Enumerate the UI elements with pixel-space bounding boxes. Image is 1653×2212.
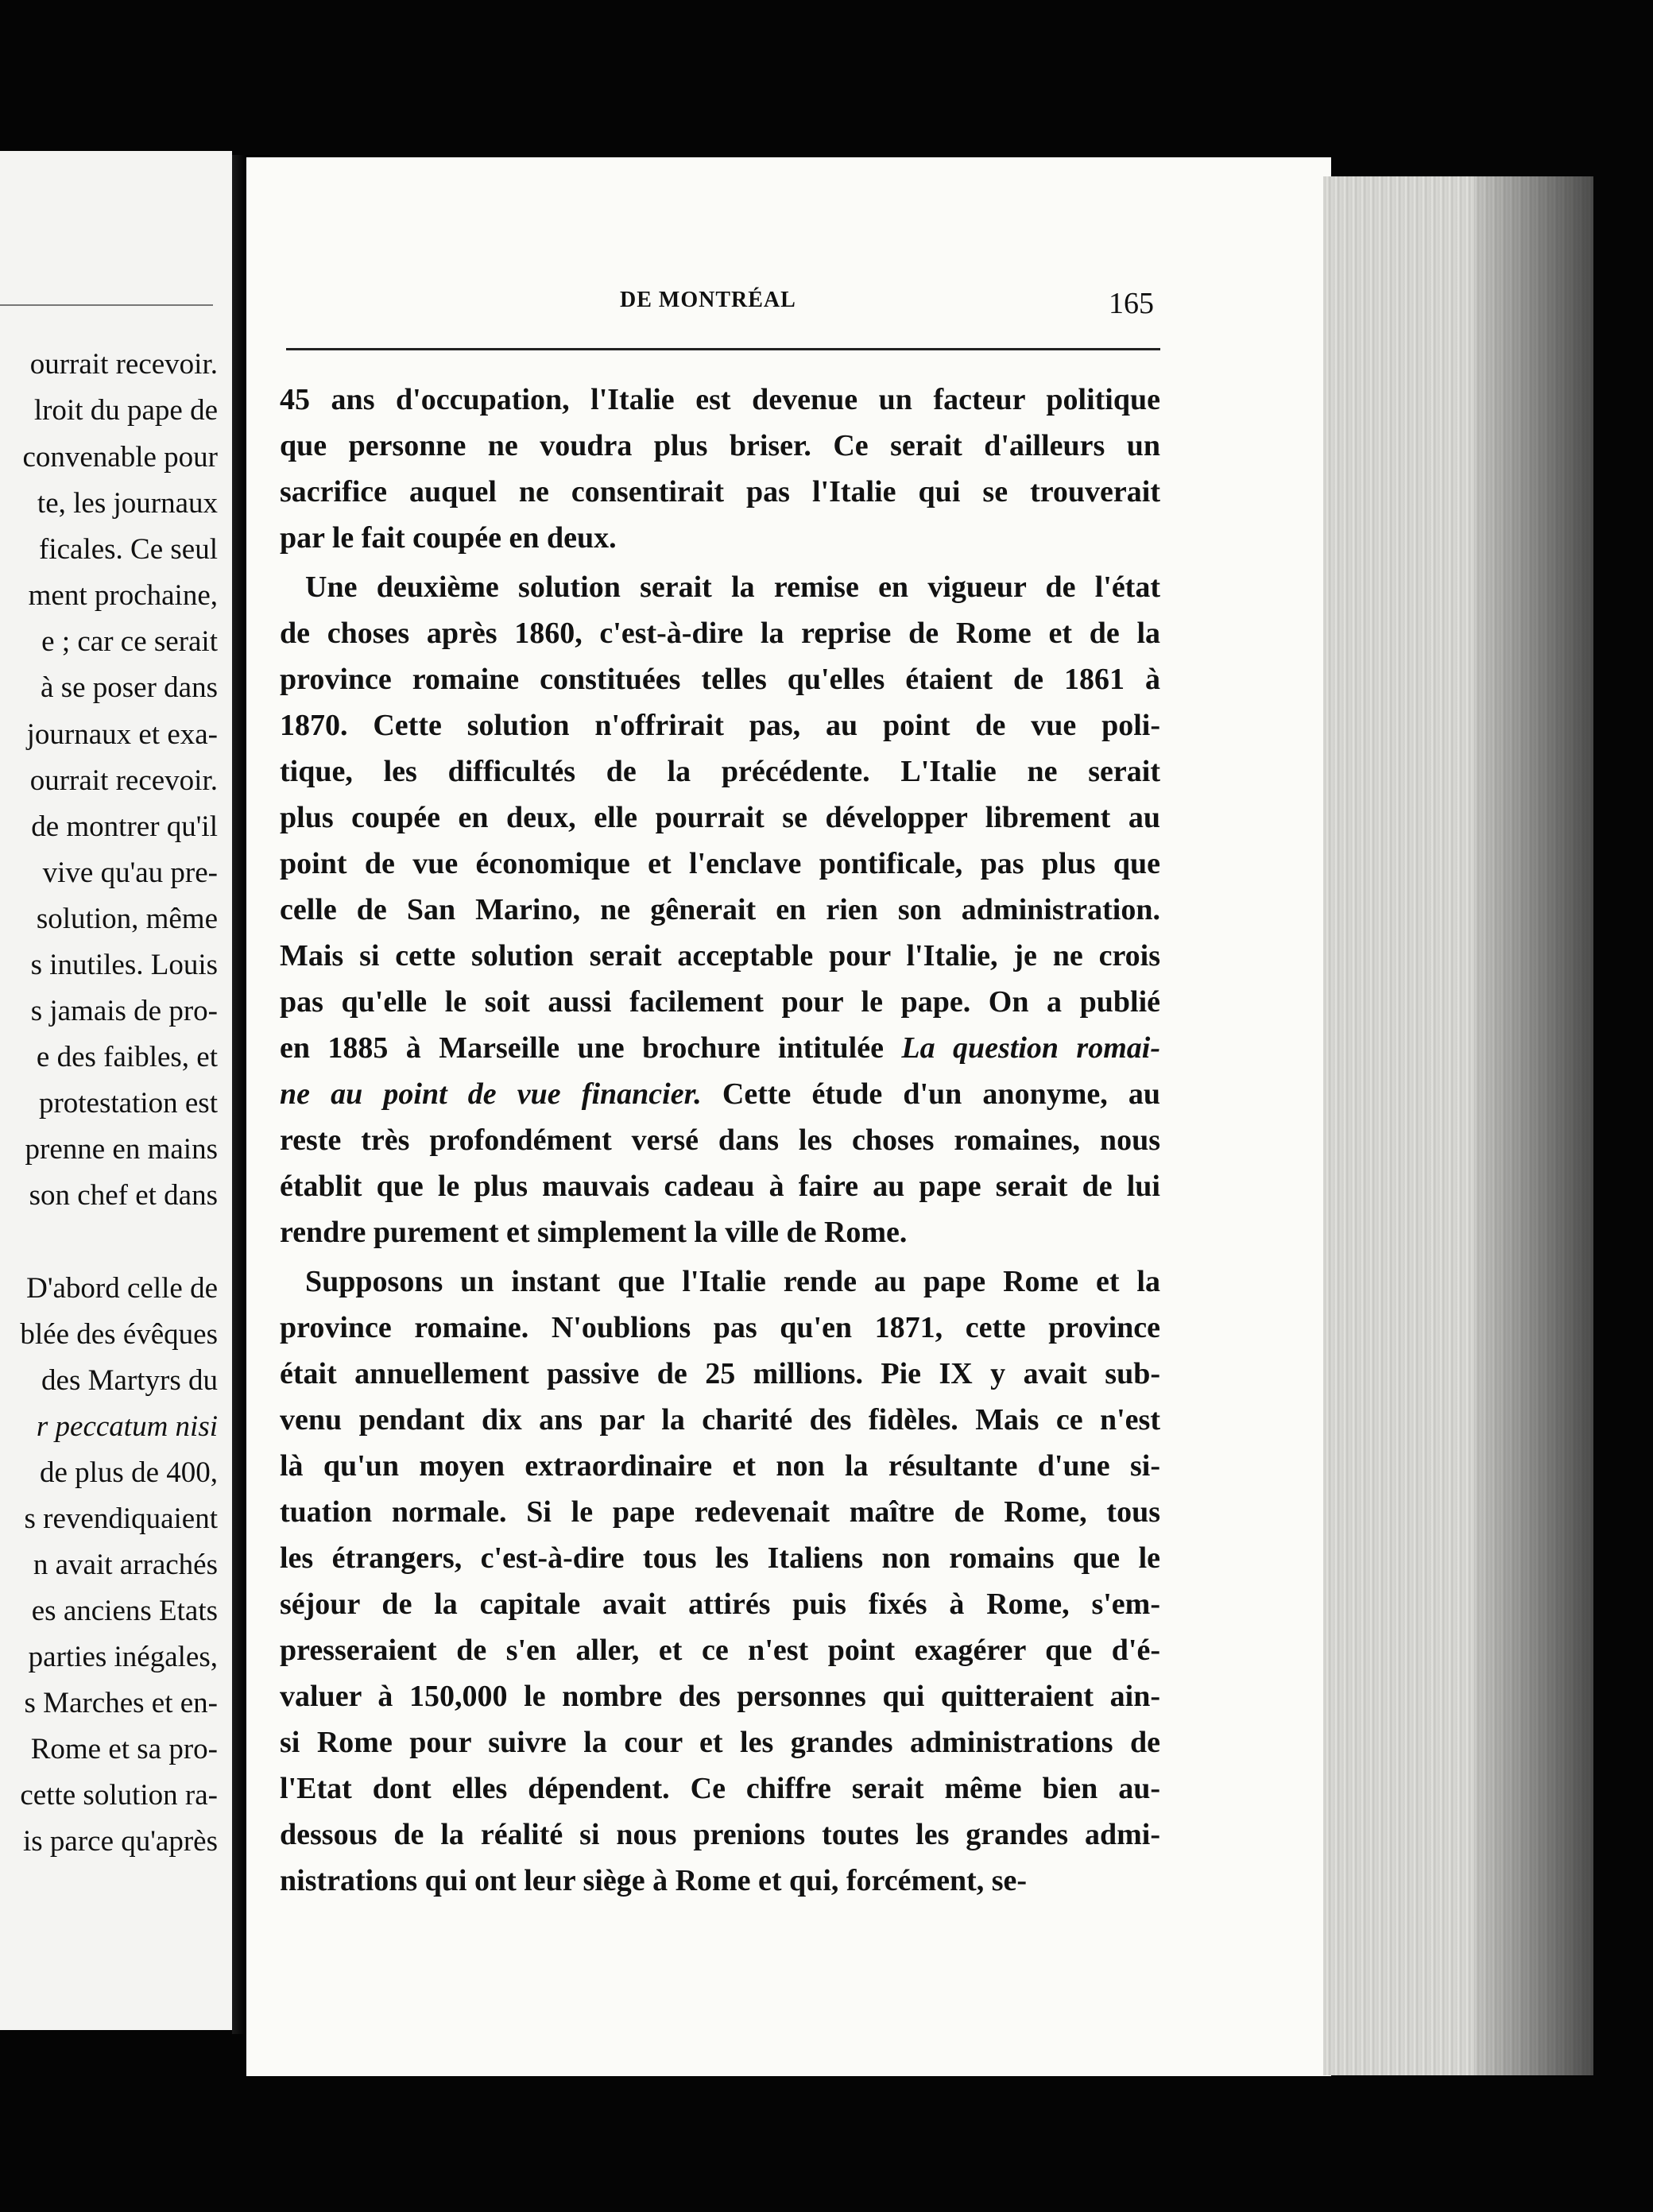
left-page-line: e ; car ce serait xyxy=(41,625,218,658)
left-page-line: vive qu'au pre- xyxy=(42,857,218,889)
left-page-line: cette solution ra- xyxy=(20,1779,218,1812)
page-edges xyxy=(1323,176,1593,2075)
text-line: plus coupée en deux, elle pourrait se développer librement au xyxy=(280,801,1160,834)
left-page-line: D'abord celle de xyxy=(26,1272,218,1305)
text-line: les étrangers, c'est-à-dire tous les Italiens non romains que le xyxy=(280,1541,1160,1575)
text-line: établit que le plus mauvais cadeau à faire au pape serait de lui xyxy=(280,1170,1160,1203)
left-page-line: n avait arrachés xyxy=(33,1549,218,1581)
text-line: était annuellement passive de 25 millions. Pie IX y avait sub- xyxy=(280,1357,1160,1390)
left-page-fragment xyxy=(0,151,232,2030)
text-line: là qu'un moyen extraordinaire et non la résultante d'une si- xyxy=(280,1449,1160,1483)
running-head: DE MONTRÉAL xyxy=(620,288,796,312)
text-line: dessous de la réalité si nous prenions toutes les grandes admi- xyxy=(280,1818,1160,1851)
text-line: celle de San Marino, ne gênerait en rien son administration. xyxy=(280,893,1160,926)
header-rule xyxy=(286,348,1160,350)
paragraph xyxy=(280,377,1160,561)
left-page-line: de plus de 400, xyxy=(39,1456,218,1489)
page-number: 165 xyxy=(1109,287,1154,320)
left-page-line: ficales. Ce seul xyxy=(39,533,218,566)
text-line: rendre purement et simplement la ville de Rome. xyxy=(280,1216,908,1249)
left-page-line: e des faibles, et xyxy=(36,1041,218,1073)
left-page-line: prenne en mains xyxy=(25,1133,218,1166)
left-page-line: son chef et dans xyxy=(29,1179,218,1212)
text-line: si Rome pour suivre la cour et les grandes administrations de xyxy=(280,1726,1160,1759)
left-page-line: parties inégales, xyxy=(28,1641,218,1673)
text-line: que personne ne voudra plus briser. Ce serait d'ailleurs un xyxy=(280,429,1160,462)
text-line: 45 ans d'occupation, l'Italie est devenue un facteur politique xyxy=(280,383,1160,416)
left-page-line: convenable pour xyxy=(22,441,218,474)
left-page-line: r peccatum nisi xyxy=(36,1410,218,1443)
text-line: point de vue économique et l'enclave pontificale, pas plus que xyxy=(280,847,1160,880)
text-line: l'Etat dont elles dépendent. Ce chiffre serait même bien au- xyxy=(280,1772,1160,1805)
text-line: 1870. Cette solution n'offrirait pas, au point de vue poli- xyxy=(280,709,1160,742)
left-page-line: Rome et sa pro- xyxy=(30,1733,218,1765)
left-page-line: à se poser dans xyxy=(41,671,218,704)
left-page-line: s Marches et en- xyxy=(24,1687,218,1719)
text-line: Supposons un instant que l'Italie rende au pape Rome et la xyxy=(305,1265,1160,1298)
text-line: valuer à 150,000 le nombre des personnes qui quitteraient ain- xyxy=(280,1680,1160,1713)
left-page-line: ourrait recevoir. xyxy=(29,764,218,797)
left-page-line: is parce qu'après xyxy=(23,1825,218,1858)
left-page-head-rule xyxy=(0,304,213,306)
left-page-line: ment prochaine, xyxy=(28,579,218,612)
text-line: presseraient de s'en aller, et ce n'est point exagérer que d'é- xyxy=(280,1634,1160,1667)
left-page-line: journaux et exa- xyxy=(26,718,218,751)
left-page-line: te, les journaux xyxy=(37,487,218,520)
text-line: Une deuxième solution serait la remise en vigueur de l'état xyxy=(305,570,1160,604)
left-page-line: s inutiles. Louis xyxy=(30,949,218,981)
text-line: pas qu'elle le soit aussi facilement pour le pape. On a publié xyxy=(280,985,1160,1019)
left-page-line: s revendiquaient xyxy=(24,1502,218,1535)
left-page-line: s jamais de pro- xyxy=(30,995,218,1027)
paragraph xyxy=(280,564,1160,1255)
text-line: par le fait coupée en deux. xyxy=(280,521,617,555)
left-page-line: lroit du pape de xyxy=(33,394,218,427)
text-line: reste très profondément versé dans les choses romaines, nous xyxy=(280,1123,1160,1157)
text-line: en 1885 à Marseille une brochure intitulée La question romai- xyxy=(280,1031,1160,1065)
paragraph xyxy=(280,1259,1160,1904)
text-line: province romaine constituées telles qu'elles étaient de 1861 à xyxy=(280,663,1160,696)
text-line: ne au point de vue financier. Cette étude d'un anonyme, au xyxy=(280,1077,1160,1111)
body-text xyxy=(280,377,1160,1904)
text-line: province romaine. N'oublions pas qu'en 1871, cette province xyxy=(280,1311,1160,1344)
text-line: séjour de la capitale avait attirés puis fixés à Rome, s'em- xyxy=(280,1587,1160,1621)
text-line: tique, les difficultés de la précédente. L'Italie ne serait xyxy=(280,755,1160,788)
left-page-line: protestation est xyxy=(38,1087,218,1120)
text-line: tuation normale. Si le pape redevenait maître de Rome, tous xyxy=(280,1495,1160,1529)
text-line: venu pendant dix ans par la charité des fidèles. Mais ce n'est xyxy=(280,1403,1160,1437)
left-page-line: es anciens Etats xyxy=(31,1595,218,1627)
left-page-line: solution, même xyxy=(36,903,218,935)
left-page-line: des Martyrs du xyxy=(41,1364,218,1397)
text-line: Mais si cette solution serait acceptable pour l'Italie, je ne crois xyxy=(280,939,1160,973)
text-line: nistrations qui ont leur siège à Rome et qui, forcément, se- xyxy=(280,1864,1028,1897)
text-line: sacrifice auquel ne consentirait pas l'Italie qui se trouverait xyxy=(280,475,1160,509)
left-page-line: blée des évêques xyxy=(20,1318,218,1351)
text-line: de choses après 1860, c'est-à-dire la reprise de Rome et de la xyxy=(280,617,1160,650)
left-page-line: ourrait recevoir. xyxy=(29,348,218,381)
left-page-line: de montrer qu'il xyxy=(31,810,218,843)
